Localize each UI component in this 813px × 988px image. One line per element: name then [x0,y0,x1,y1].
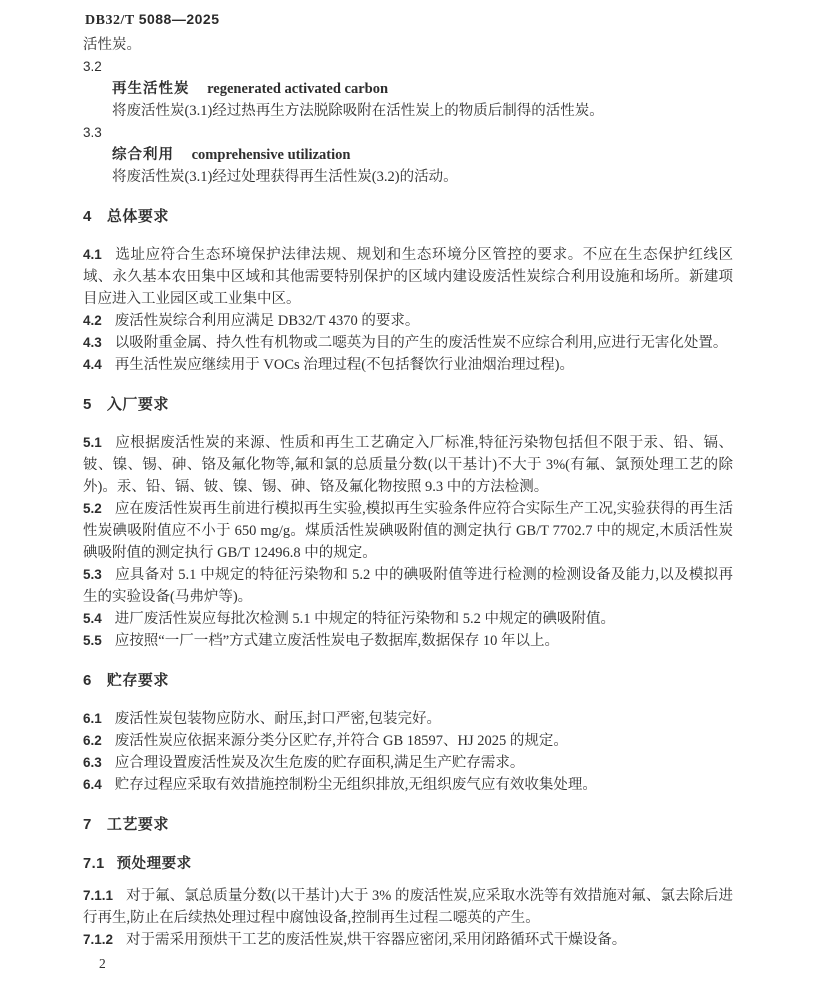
clause-number: 6.1 [83,711,102,726]
clause-5-2 [83,498,733,564]
section-number: 5 [83,396,92,413]
clause-number: 4.3 [83,335,102,350]
clause-6-4 [83,774,733,796]
term-number: 3.3 [83,125,102,140]
term-entry [83,78,733,100]
clause-number: 5.5 [83,633,102,648]
clause-4-4 [83,354,733,376]
clause-number: 5.2 [83,501,102,516]
clause-4-1 [83,244,733,310]
term-english: comprehensive utilization [191,147,351,163]
clause-text: 以吸附重金属、持久性有机物或二噁英为目的产生的废活性炭不应综合利用,应进行无害化处置。 [114,335,728,351]
clause-number: 6.3 [83,755,102,770]
term-chinese: 综合利用 [112,147,174,163]
clause-number: 5.1 [83,435,102,450]
clause-text: 应按照“一厂一档”方式建立废活性炭电子数据库,数据保存 10 年以上。 [114,633,560,649]
clause-6-3 [83,752,733,774]
section-title: 总体要求 [106,208,169,225]
clause-text: 废活性炭应依据来源分类分区贮存,并符合 GB 18597、HJ 2025 的规定。 [114,733,568,749]
clause-text: 进厂废活性炭应每批次检测 5.1 中规定的特征污染物和 5.2 中规定的碘吸附值。 [114,611,616,627]
clause-4-3 [83,332,733,354]
clause-number: 4.4 [83,357,102,372]
clause-number: 6.2 [83,733,102,748]
section-number: 4 [83,208,92,225]
section-number: 7 [83,816,92,833]
clause-text: 再生活性炭应继续用于 VOCs 治理过程(不包括餐饮行业油烟治理过程)。 [114,357,574,373]
term-chinese: 再生活性炭 [112,81,190,97]
clause-5-5 [83,630,733,652]
clause-text: 应合理设置废活性炭及次生危废的贮存面积,满足生产贮存需求。 [114,755,525,771]
clause-text: 贮存过程应采取有效措施控制粉尘无组织排放,无组织废气应有效收集处理。 [114,777,597,793]
standard-number: 5088—2025 [138,11,220,27]
clause-text: 应根据废活性炭的来源、性质和再生工艺确定入厂标准,特征污染物包括但不限于汞、铅、镉、铍、镍、锡、砷、铬及氟化物等,氟和氯的总质量分数(以干基计)不大于 3%(有氟、氯预处理工艺的除外)。汞、铅、镉、铍、镍、锡、砷、铬及氟化物按照 9.3 中的方法检测。 [83,435,733,495]
standard-code: DB32/T [85,13,135,28]
clause-number: 4.1 [83,247,102,262]
clause-6-1 [83,708,733,730]
clause-text: 应在废活性炭再生前进行模拟再生实验,模拟再生实验条件应符合实际生产工况,实验获得的再生活性炭碘吸附值应不小于 650 mg/g。煤质活性炭碘吸附值的测定执行 GB/T 7702.7 中的规定,木质活性炭碘吸附值的测定执行 GB/T 12496.8 中的规定。 [83,501,733,561]
section-title: 入厂要求 [106,396,169,413]
section-number: 6 [83,672,92,689]
page-number: 2 [99,956,106,971]
section-heading-6 [83,670,733,692]
clause-number: 4.2 [83,313,102,328]
document-body [83,34,733,951]
clause-5-4 [83,608,733,630]
clause-text: 废活性炭包装物应防水、耐压,封口严密,包装完好。 [114,711,442,727]
clause-5-1 [83,432,733,498]
term-entry [83,144,733,166]
subsection-heading-7-1 [83,853,733,875]
clause-number: 6.4 [83,777,102,792]
term-number: 3.2 [83,59,102,74]
clause-5-3 [83,564,733,608]
document-header [85,11,219,29]
term-definition: 将废活性炭(3.1)经过处理获得再生活性炭(3.2)的活动。 [112,169,458,185]
clause-number: 5.3 [83,567,102,582]
term-definition: 将废活性炭(3.1)经过热再生方法脱除吸附在活性炭上的物质后制得的活性炭。 [112,103,604,119]
clause-7-1-2 [83,929,733,951]
section-title: 贮存要求 [106,672,169,689]
clause-7-1-1 [83,885,733,929]
clause-number: 5.4 [83,611,102,626]
subsection-number: 7.1 [83,856,105,872]
clause-text: 对于需采用预烘干工艺的废活性炭,烘干容器应密闭,采用闭路循环式干燥设备。 [126,932,627,948]
clause-number: 7.1.2 [83,932,114,947]
paragraph-continuation: 活性炭。 [83,37,141,53]
clause-text: 废活性炭综合利用应满足 DB32/T 4370 的要求。 [114,313,420,329]
clause-text: 选址应符合生态环境保护法律法规、规划和生态环境分区管控的要求。不应在生态保护红线区域、永久基本农田集中区域和其他需要特别保护的区域内建设废活性炭综合利用设施和场所。新建项目应进入工业园区或工业集中区。 [83,247,733,307]
clause-text: 对于氟、氯总质量分数(以干基计)大于 3% 的废活性炭,应采取水洗等有效措施对氟、氯去除后进行再生,防止在后续热处理过程中腐蚀设备,控制再生过程二噁英的产生。 [83,888,733,926]
term-english: regenerated activated carbon [207,81,389,97]
section-title: 工艺要求 [106,816,169,833]
clause-text: 应具备对 5.1 中规定的特征污染物和 5.2 中的碘吸附值等进行检测的检测设备及能力,以及模拟再生的实验设备(马弗炉等)。 [83,567,733,605]
clause-4-2 [83,310,733,332]
subsection-title: 预处理要求 [116,856,192,872]
clause-number: 7.1.1 [83,888,114,903]
section-heading-7 [83,814,733,836]
section-heading-4 [83,206,733,228]
clause-6-2 [83,730,733,752]
section-heading-5 [83,394,733,416]
